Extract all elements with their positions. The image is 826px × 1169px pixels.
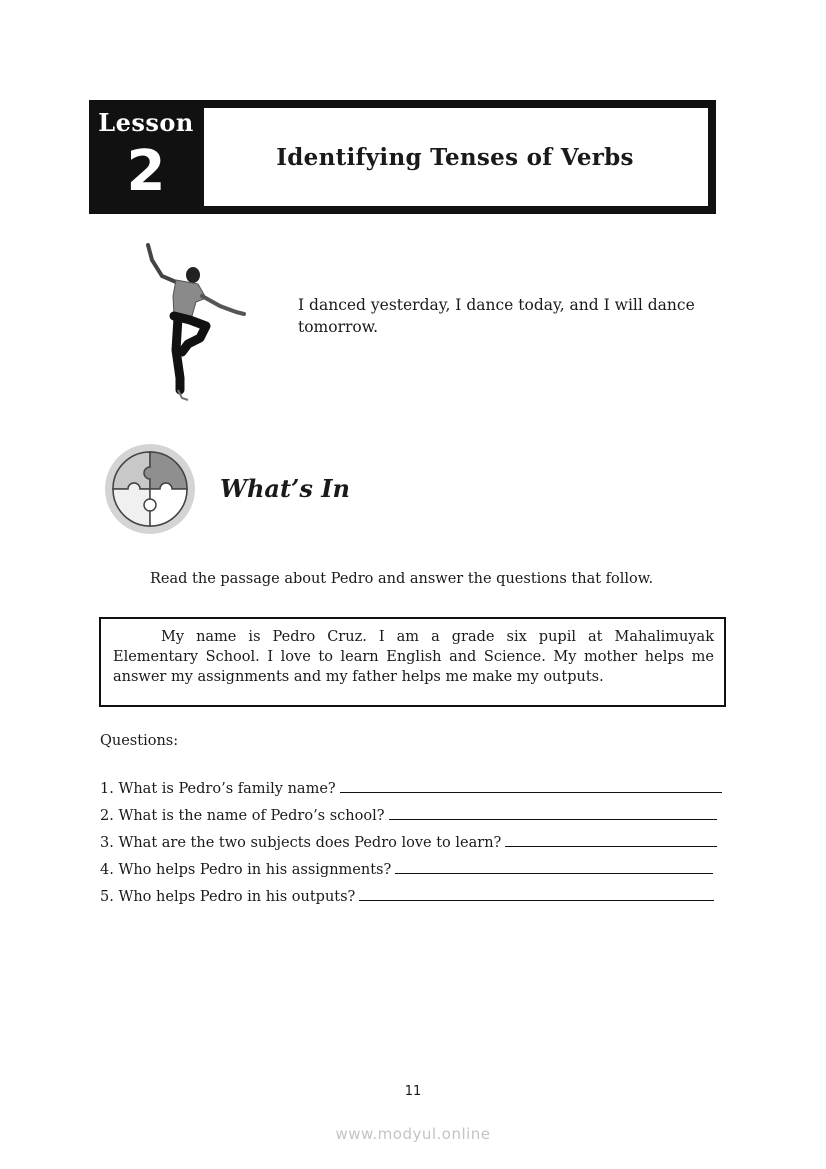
passage-box [99, 617, 726, 707]
question-item [100, 778, 726, 805]
question-text: 3. What are the two subjects does Pedro love to learn? [100, 835, 502, 851]
lesson-title: Identifying Tenses of Verbs [276, 143, 634, 171]
question-text: 2. What is the name of Pedro’s school? [100, 808, 385, 824]
question-item [100, 832, 726, 859]
answer-line[interactable] [340, 778, 722, 793]
lesson-label: Lesson [98, 108, 194, 137]
question-item [100, 886, 726, 913]
question-item [100, 859, 726, 886]
answer-line[interactable] [505, 832, 717, 847]
lesson-title-box [202, 106, 710, 208]
lesson-number: 2 [126, 139, 166, 204]
instruction-text: Read the passage about Pedro and answer the questions that follow. [150, 571, 654, 587]
puzzle-icon [104, 443, 196, 535]
page-number: 11 [404, 1084, 422, 1099]
section-title: What’s In [220, 474, 350, 503]
answer-line[interactable] [395, 859, 713, 874]
lesson-header [89, 100, 716, 214]
questions-label: Questions: [100, 733, 179, 749]
question-text: 5. Who helps Pedro in his outputs? [100, 889, 356, 905]
answer-line[interactable] [359, 886, 714, 901]
question-text: 1. What is Pedro’s family name? [100, 781, 336, 797]
intro-sentence: I danced yesterday, I dance today, and I will dance tomorrow. [298, 296, 695, 336]
watermark: www.modyul.online [335, 1125, 491, 1143]
question-item [100, 805, 726, 832]
question-list [100, 778, 726, 913]
lesson-badge [92, 103, 200, 211]
answer-line[interactable] [389, 805, 717, 820]
question-text: 4. Who helps Pedro in his assignments? [100, 862, 392, 878]
dancer-figure-icon [140, 240, 250, 402]
passage-text: My name is Pedro Cruz. I am a grade six pupil at Mahalimuyak Elementary School. I love to learn English and Science. My mother helps me answer my assignments and my father helps me make my outputs. [113, 629, 714, 685]
